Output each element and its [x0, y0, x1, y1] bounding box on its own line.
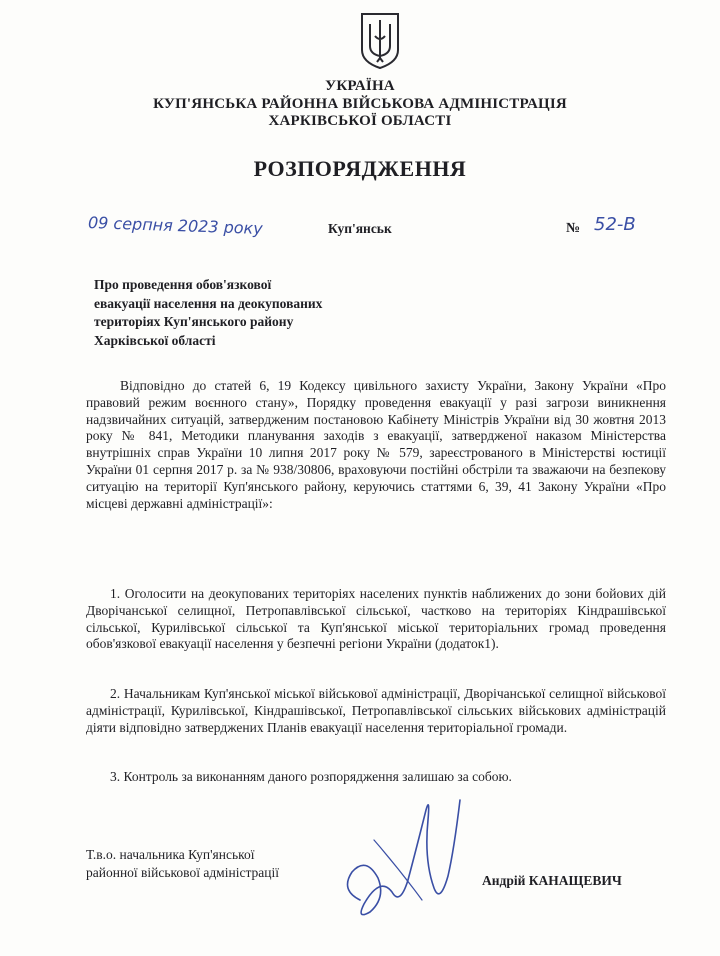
header-authority: КУП'ЯНСЬКА РАЙОННА ВІЙСЬКОВА АДМІНІСТРАЦІЯ — [153, 96, 567, 112]
header-region: ХАРКІВСЬКОЇ ОБЛАСТІ — [268, 113, 452, 129]
subject-line: Про проведення обов'язкової — [94, 277, 272, 292]
order-item-1: 1. Оголосити на деокупованих територіях населених пунктів наближених до зони бойових дій Дворічанської селищної, Петропавлівської сільської, частково на територіях Кіндрашівської сільської, Курилівської сільської та Куп'янської міської територіальних громад проведення обов'язкової евакуації населення у безпечні регіони України (додаток1). — [86, 586, 666, 652]
document-date: 09 серпня 2023 року — [87, 212, 264, 239]
trident-emblem-icon — [358, 10, 402, 70]
subject-line: територіях Куп'янського району — [94, 314, 294, 329]
document-subject — [94, 276, 424, 350]
document-title: РОЗПОРЯДЖЕННЯ — [253, 156, 467, 181]
order-item-2: 2. Начальникам Куп'янської міської військової адміністрації, Дворічанської селищної військової адміністрації, Курилівської, Кіндрашівської, Петропавлівської сільських військових адміністрацій діяти відповідно затверджених Планів евакуації населення територіальної громади. — [86, 686, 666, 735]
header-country: УКРАЇНА — [325, 78, 395, 94]
document-number: 52-В — [594, 214, 636, 235]
handwritten-signature — [330, 780, 470, 930]
subject-line: евакуації населення на деокупованих — [94, 295, 323, 311]
signatory-position — [86, 846, 279, 882]
document-city: Куп'янськ — [328, 221, 392, 236]
document-number-label: № — [566, 221, 581, 236]
intro-paragraph: Відповідно до статей 6, 19 Кодексу цивільного захисту України, Закону України «Про правовий режим воєнного стану», Порядку проведення евакуації у разі загрози виникнення надзвичайних ситуацій, затвердженим постановою Кабінету Міністрів України від 30 жовтня 2013 року № 841, Методики планування заходів з евакуації, затвердженої наказом Міністерства внутрішніх справ України 10 липня 2017 року № 579, зареєстрованого в Міністерстві юстиції України 01 серпня 2017 р. за № 938/30806, враховуючи постійні обстріли та зважаючи на безпекову ситуацію на території Куп'янського району, керуючись статтями 6, 39, 41 Закону України «Про місцеві державні адміністрації»: — [86, 378, 666, 511]
subject-line: Харківської області — [94, 332, 216, 348]
order-item-3: 3. Контроль за виконанням даного розпорядження залишаю за собою. — [110, 769, 512, 784]
signatory-position-line: Т.в.о. начальника Куп'янської — [86, 847, 255, 862]
signatory-position-line: районної військової адміністрації — [86, 865, 279, 880]
signatory-name: Андрій КАНАЩЕВИЧ — [482, 873, 622, 888]
